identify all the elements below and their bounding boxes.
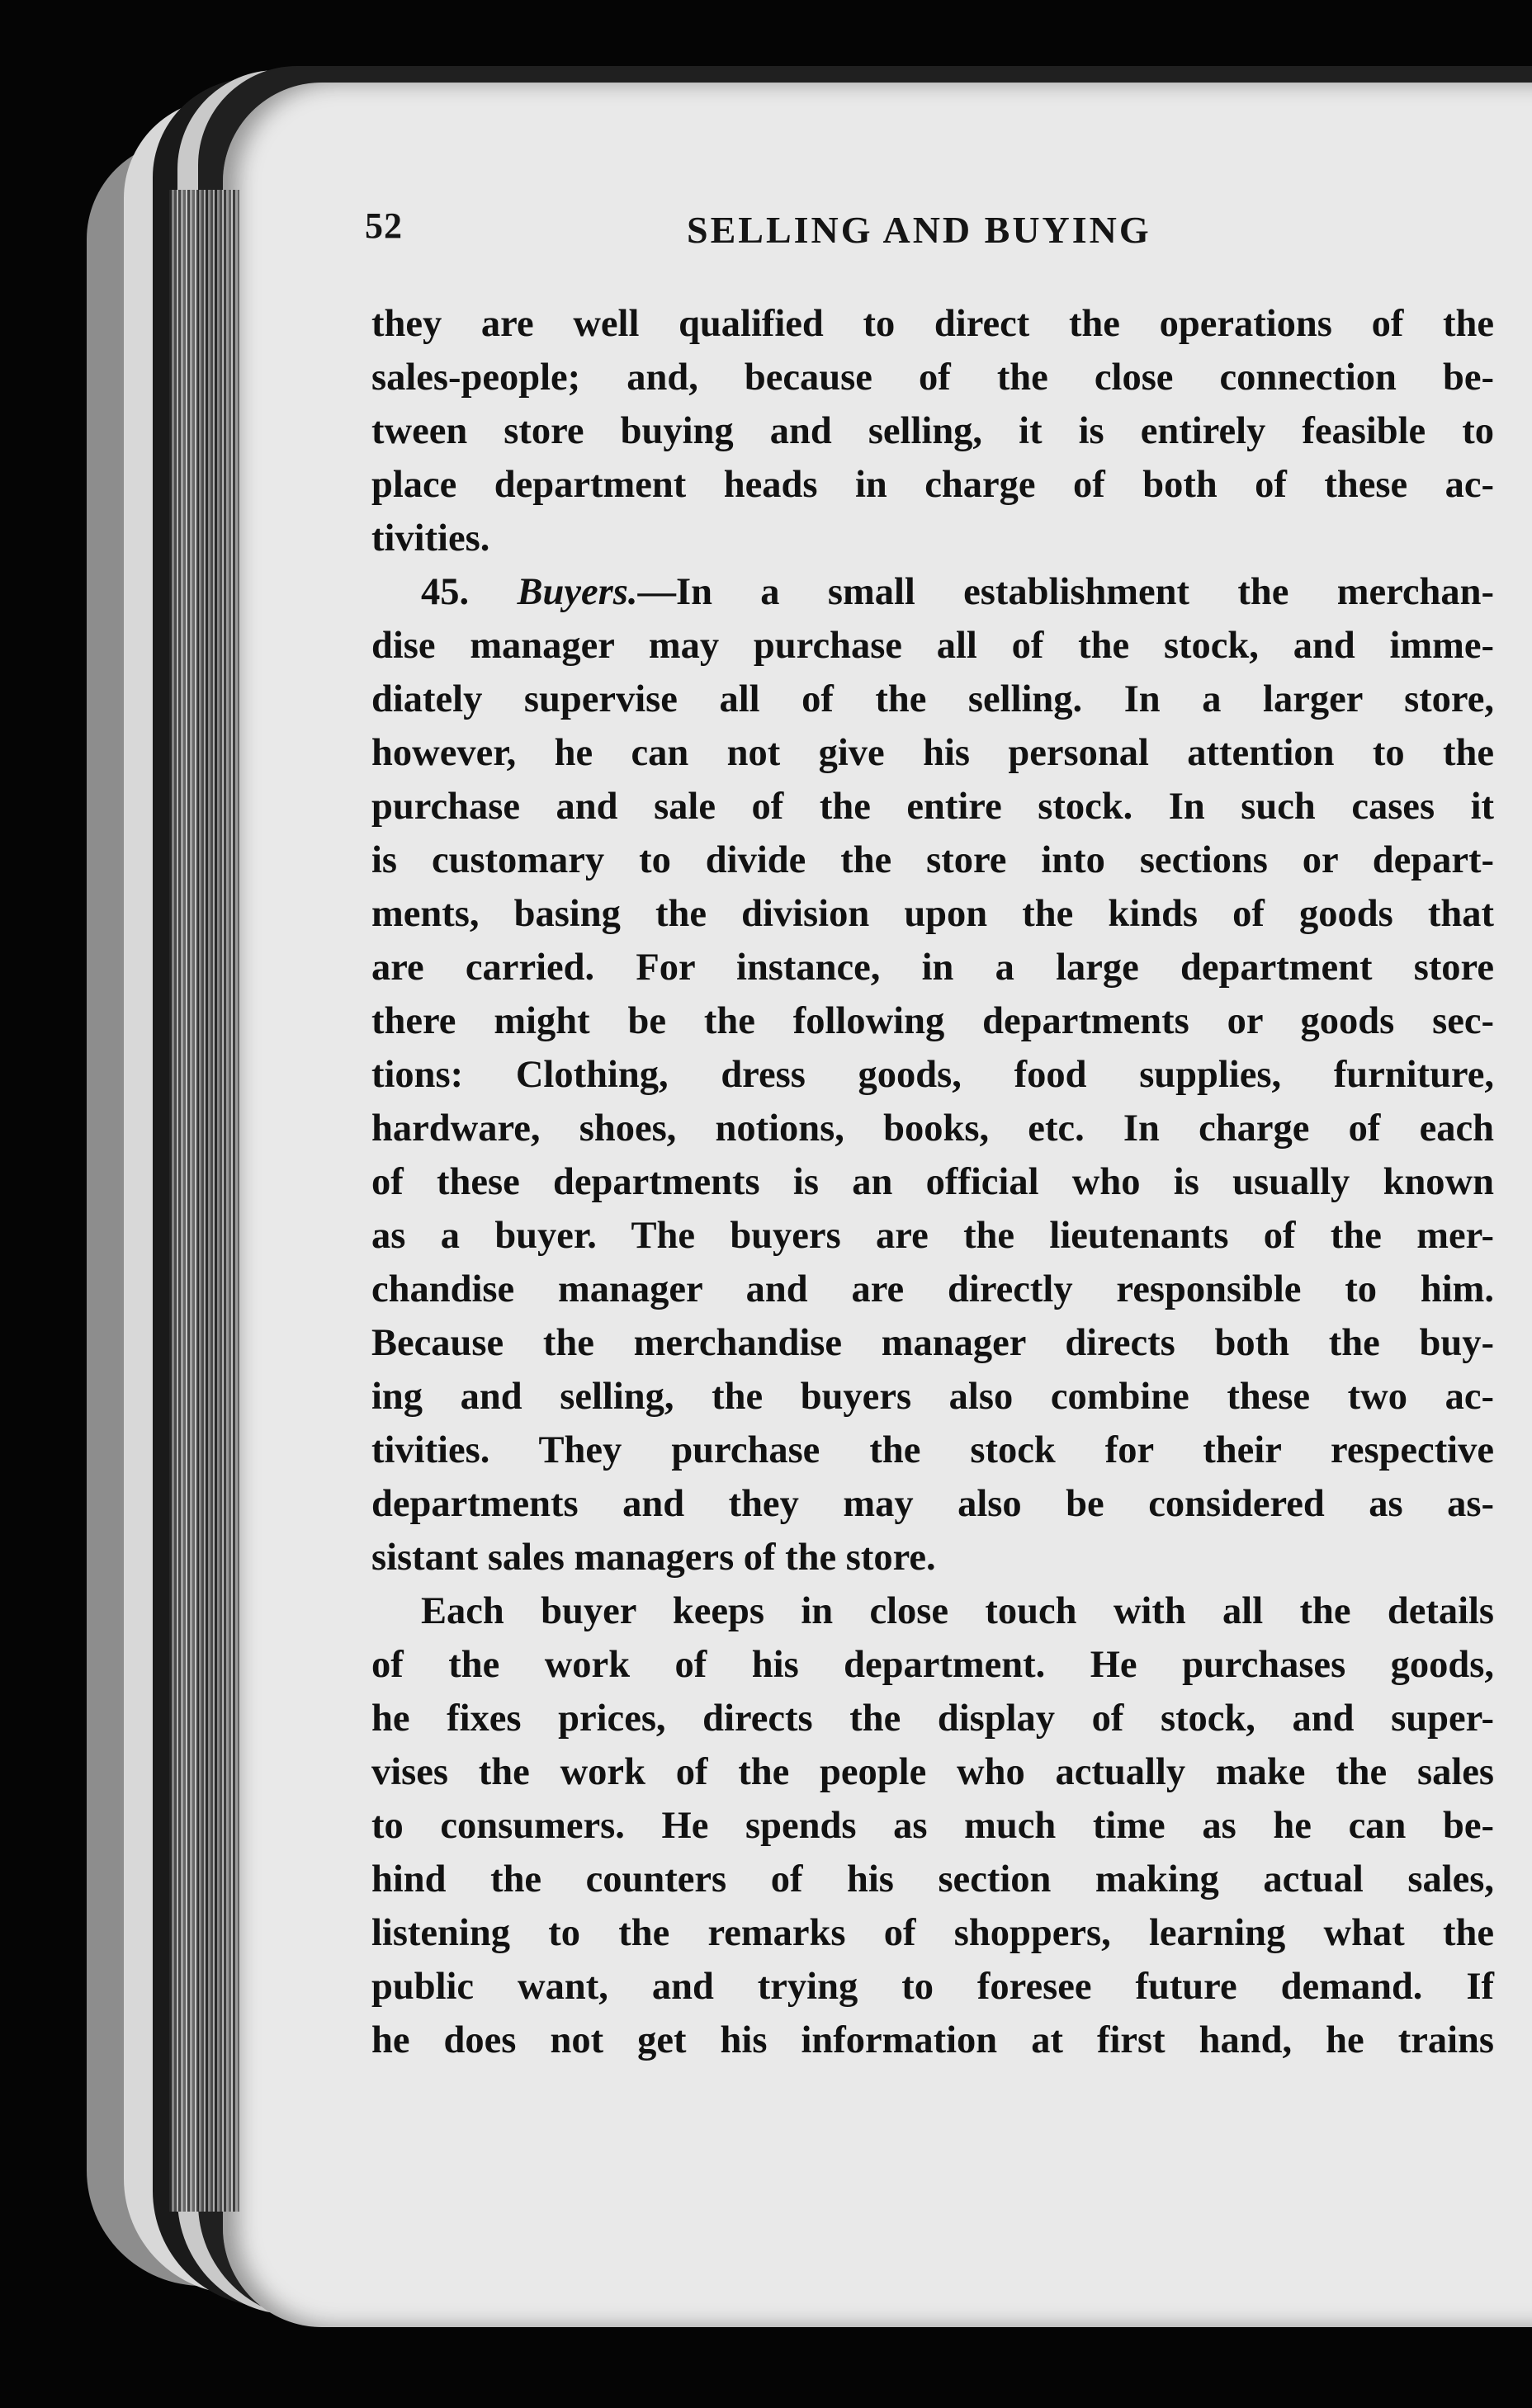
text-line: however, he can not give his personal attention to the [371,732,1494,774]
section-title: Buyers. [517,571,638,613]
text-line: listening to the remarks of shoppers, learning what the [371,1912,1494,1954]
text-line: purchase and sale of the entire stock. In such cases it [371,786,1494,828]
text-line: he fixes prices, directs the display of stock, and super- [371,1697,1494,1740]
text-line: they are well qualified to direct the operations of the [371,303,1494,345]
section-number: 45. [421,571,470,613]
text-line: departments and they may also be considered as as- [371,1483,1494,1525]
text-line: diately supervise all of the selling. In a larger store, [371,678,1494,720]
text-line: are carried. For instance, in a large department store [371,947,1494,989]
text-line: ing and selling, the buyers also combine these two ac- [371,1376,1494,1418]
text-line: Each buyer keeps in close touch with all the details [421,1590,1494,1632]
text-line: ments, basing the division upon the kinds of goods that [371,893,1494,935]
text-line: chandise manager and are directly responsible to him. [371,1268,1494,1310]
text-line: tivities. They purchase the stock for their respective [371,1429,1494,1471]
running-head: SELLING AND BUYING [687,209,1151,251]
text-line: tions: Clothing, dress goods, food supplies, furniture, [371,1054,1494,1096]
text-line: is customary to divide the store into sections or depart- [371,839,1494,881]
text-line: sales-people; and, because of the close connection be- [371,356,1494,399]
text-line: tivities. [371,517,490,560]
text-line: there might be the following departments or goods sec- [371,1000,1494,1042]
text-line: of these departments is an official who is usually known [371,1161,1494,1203]
text-line: of the work of his department. He purchases goods, [371,1644,1494,1686]
text-line: Because the merchandise manager directs both the buy- [371,1322,1494,1364]
section-first-line: —In a small establishment the merchan- [637,571,1494,613]
text-line: as a buyer. The buyers are the lieutenants of the mer- [371,1215,1494,1257]
section-heading-line [371,565,1494,619]
text-line: hardware, shoes, notions, books, etc. In charge of each [371,1107,1494,1150]
page-header [365,205,1532,262]
text-line: hind the counters of his section making actual sales, [371,1858,1494,1900]
text-line: tween store buying and selling, it is entirely feasible to [371,410,1494,452]
text-line: dise manager may purchase all of the stock, and imme- [371,625,1494,667]
body-text [371,297,1494,2067]
text-line: public want, and trying to foresee future demand. If [371,1966,1494,2008]
page-number: 52 [365,205,403,246]
text-line: place department heads in charge of both of these ac- [371,464,1494,506]
page-stack-edge [169,190,239,2212]
text-line: he does not get his information at first hand, he trains [371,2019,1494,2061]
text-line: sistant sales managers of the store. [371,1537,936,1579]
text-line: to consumers. He spends as much time as he can be- [371,1805,1494,1847]
text-line: vises the work of the people who actually make the sales [371,1751,1494,1793]
